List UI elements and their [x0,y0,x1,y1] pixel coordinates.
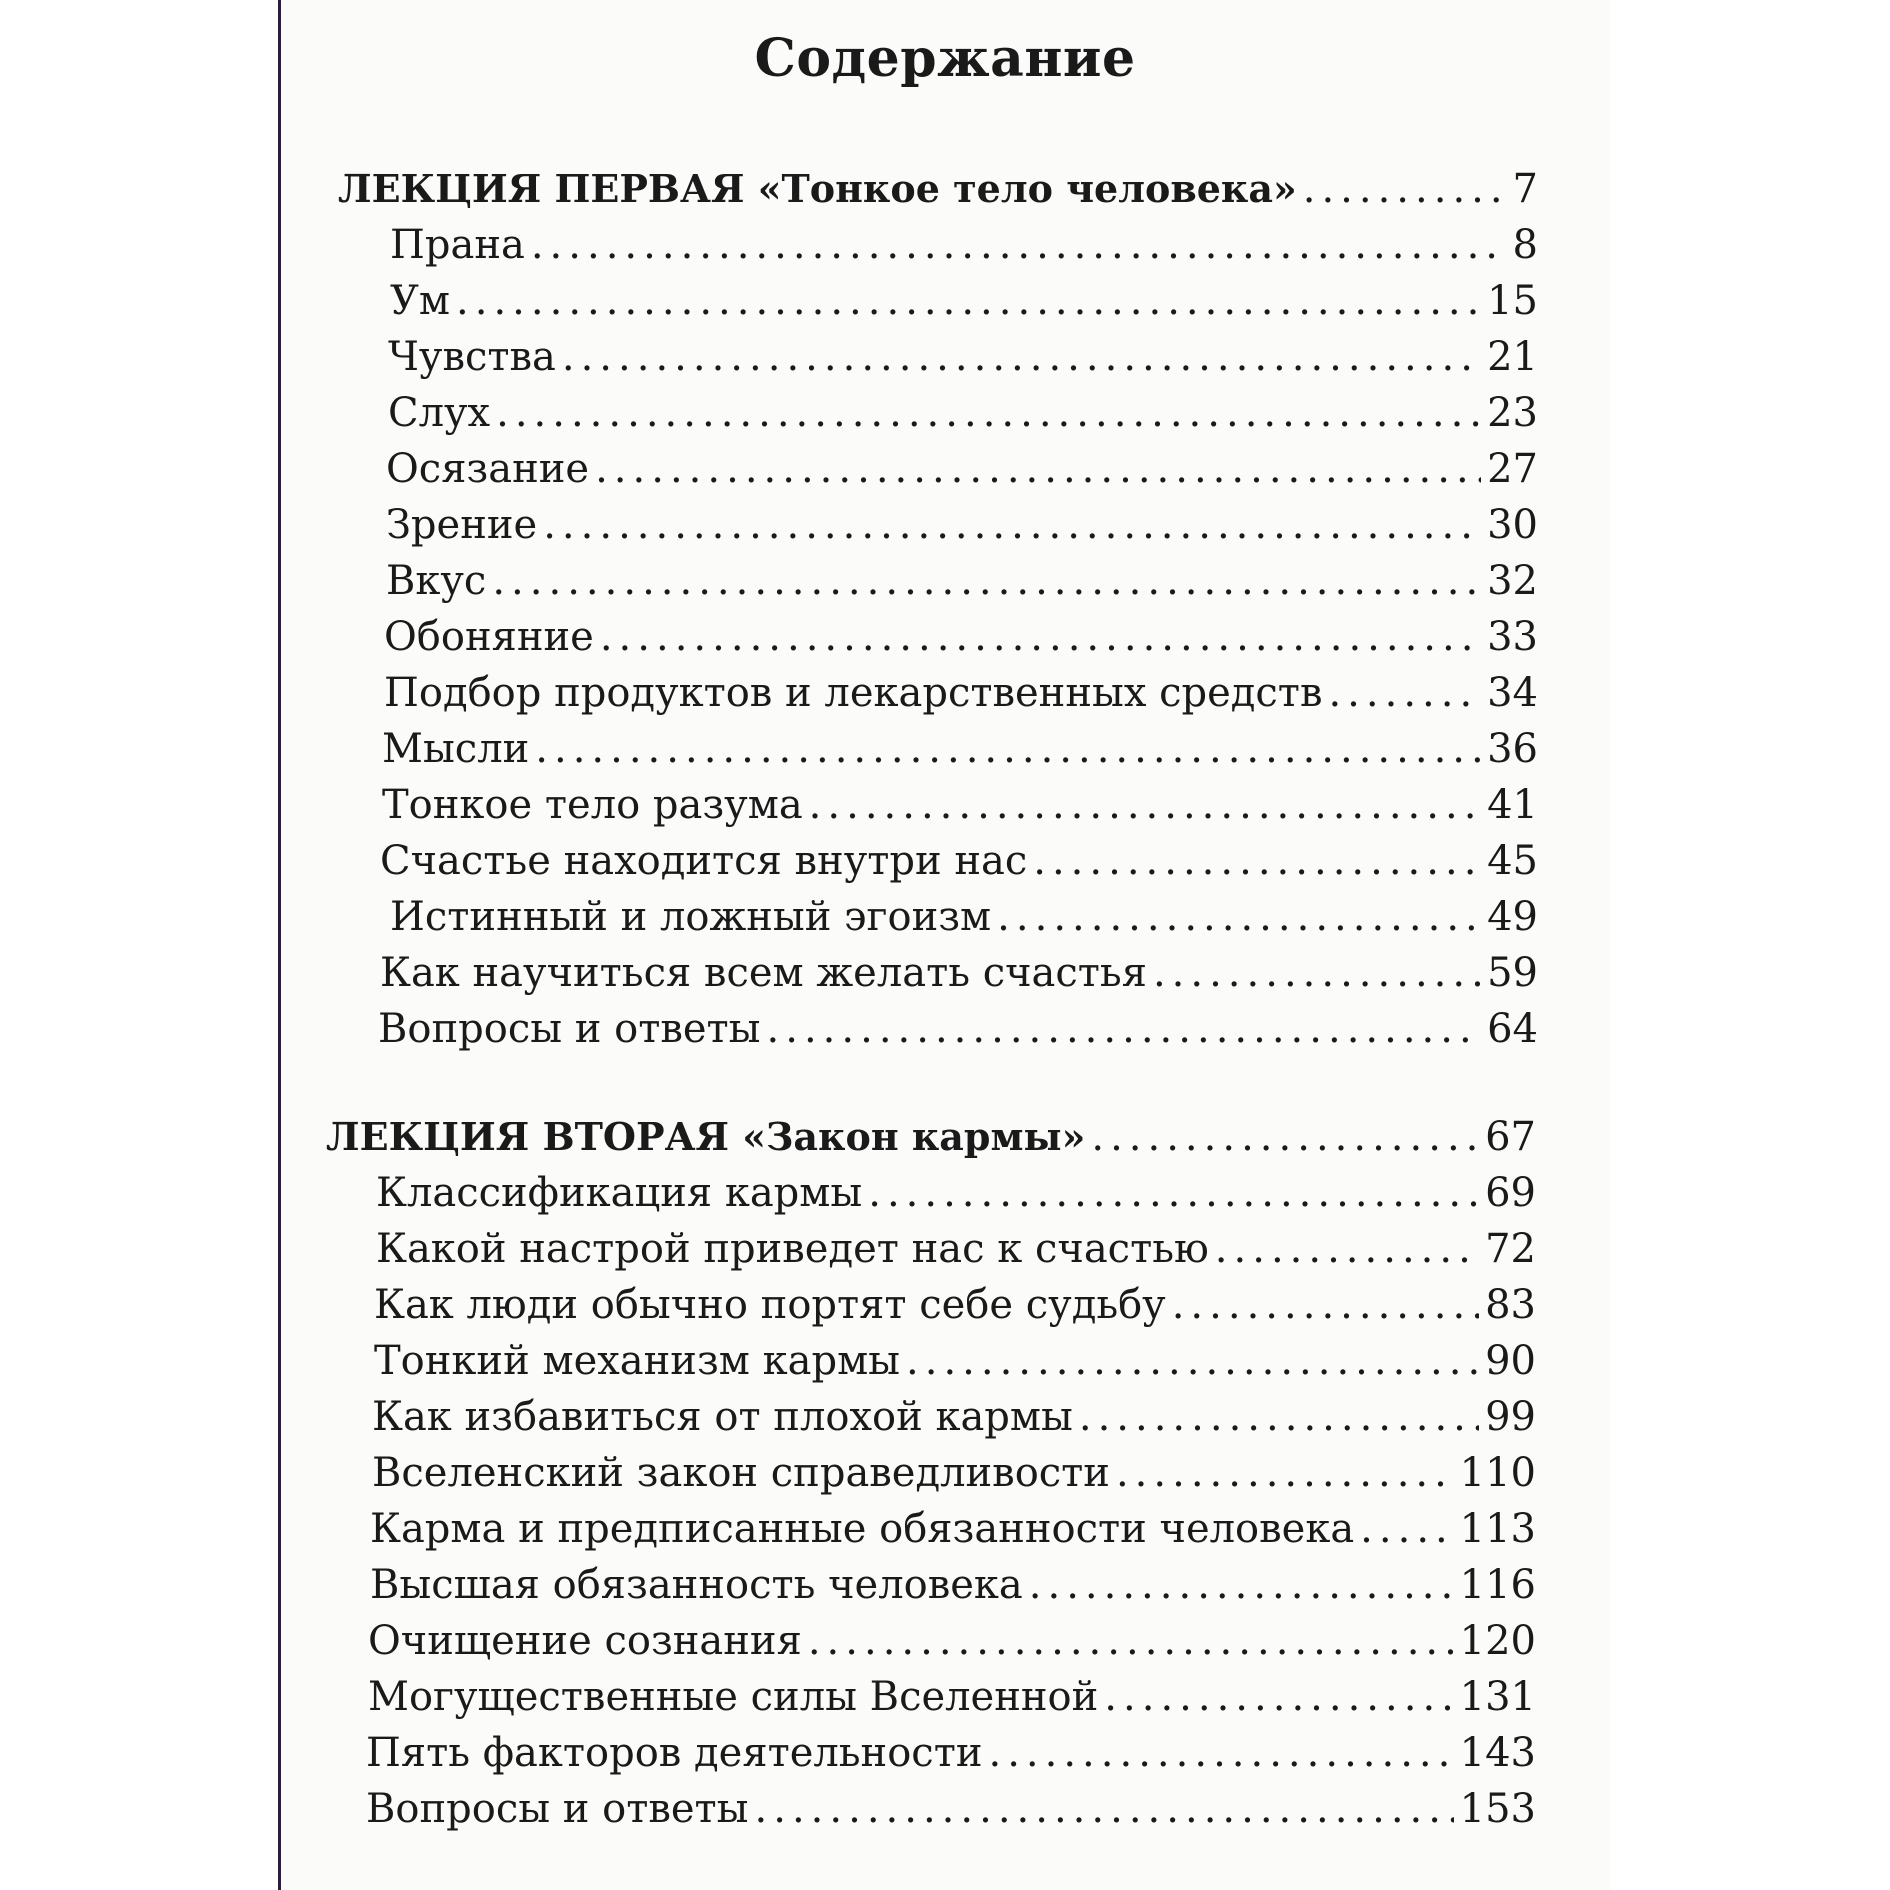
item-title: Вкус [386,558,487,604]
toc-item [374,1282,1536,1338]
page-number: 72 [1485,1226,1536,1272]
item-title: Ум [390,278,451,324]
dot-leader [1079,1394,1479,1440]
item-title: Какой настрой приведет нас к счастью [376,1226,1209,1272]
dot-leader [496,390,1481,436]
toc-item [390,278,1538,334]
item-title: Высшая обязанность человека [370,1562,1023,1608]
page-number: 110 [1459,1450,1536,1496]
item-title: Пять факторов деятельности [366,1730,983,1776]
toc-item [384,670,1538,726]
dot-leader [1104,1674,1453,1720]
dot-leader [1328,670,1481,716]
dot-leader [456,278,1481,324]
page-number: 30 [1487,502,1538,548]
item-title: Как научиться всем желать счастья [380,950,1147,996]
toc-item [370,1506,1536,1562]
dot-leader [767,1006,1482,1052]
dot-leader [906,1338,1479,1384]
toc-item [378,1006,1538,1062]
chapter-title: ЛЕКЦИЯ ВТОРАЯ «Закон кармы» [326,1114,1086,1159]
toc-item [370,1562,1536,1618]
toc-item [372,1394,1536,1450]
item-title: Подбор продуктов и лекарственных средств [384,670,1323,716]
dot-leader [1303,166,1507,212]
toc-item [380,838,1538,894]
toc-item [372,1450,1536,1506]
page-number: 21 [1487,334,1538,380]
toc-item [366,1730,1536,1786]
page-number: 131 [1459,1674,1536,1720]
toc-item [386,446,1538,502]
item-title: Чувства [388,334,556,380]
item-title: Осязание [386,446,590,492]
dot-leader [1091,1114,1479,1160]
page-number: 32 [1487,558,1538,604]
page-title: Содержание [754,28,1136,89]
dot-leader [809,782,1481,828]
page-number: 113 [1459,1506,1536,1552]
page-number: 64 [1487,1006,1538,1052]
page-number: 120 [1459,1618,1536,1664]
item-title: Как избавиться от плохой кармы [372,1394,1073,1440]
item-title: Мысли [382,726,530,772]
item-title: Тонкий механизм кармы [374,1338,901,1384]
item-title: Могущественные силы Вселенной [368,1674,1099,1720]
toc-item [386,502,1538,558]
item-title: Тонкое тело разума [382,782,803,828]
toc-item [374,1338,1536,1394]
item-title: Как люди обычно портят себе судьбу [374,1282,1166,1328]
toc-item [380,950,1538,1006]
toc-item [386,558,1538,614]
page-number: 41 [1487,782,1538,828]
dot-leader [1153,950,1481,996]
toc-chapter [326,1114,1536,1170]
dot-leader [492,558,1481,604]
dot-leader [1172,1282,1479,1328]
toc-item [376,1226,1536,1282]
dot-leader [808,1618,1454,1664]
page-edge [278,0,281,1890]
dot-leader [997,894,1481,940]
page-number: 116 [1459,1562,1536,1608]
dot-leader [1360,1506,1453,1552]
item-title: Прана [390,222,525,268]
dot-leader [543,502,1481,548]
page-number: 143 [1459,1730,1536,1776]
dot-leader [755,1786,1454,1832]
dot-leader [562,334,1481,380]
item-title: Карма и предписанные обязанности человека [370,1506,1355,1552]
dot-leader [600,614,1481,660]
toc-item [366,1786,1536,1842]
page-number: 99 [1485,1394,1536,1440]
dot-leader [1029,1562,1454,1608]
page-number: 69 [1485,1170,1536,1216]
page-number: 34 [1487,670,1538,716]
page-number: 90 [1485,1338,1536,1384]
page-number: 23 [1487,390,1538,436]
page-number: 36 [1487,726,1538,772]
item-title: Вопросы и ответы [378,1006,761,1052]
page-number: 59 [1487,950,1538,996]
page-number: 83 [1485,1282,1536,1328]
item-title: Обоняние [384,614,594,660]
toc-item [382,782,1538,838]
page-number: 7 [1512,166,1538,212]
item-title: Счастье находится внутри нас [380,838,1028,884]
toc-item [382,726,1538,782]
dot-leader [535,726,1481,772]
toc-item [368,1618,1536,1674]
chapter-title: ЛЕКЦИЯ ПЕРВАЯ «Тонкое тело человека» [338,166,1297,211]
dot-leader [1033,838,1481,884]
dot-leader [1215,1226,1479,1272]
page-number: 49 [1487,894,1538,940]
toc-item [376,1170,1536,1226]
toc-item [384,614,1538,670]
item-title: Вселенский закон справедливости [372,1450,1110,1496]
item-title: Истинный и ложный эгоизм [390,894,992,940]
item-title: Слух [388,390,491,436]
page-number: 8 [1512,222,1538,268]
dot-leader [1116,1450,1454,1496]
dot-leader [868,1170,1479,1216]
page-number: 33 [1487,614,1538,660]
dot-leader [595,446,1481,492]
item-title: Зрение [386,502,538,548]
page-number: 45 [1487,838,1538,884]
page-number: 153 [1459,1786,1536,1832]
dot-leader [531,222,1507,268]
toc-item [390,894,1538,950]
item-title: Классификация кармы [376,1170,863,1216]
dot-leader [988,1730,1453,1776]
toc-chapter [338,166,1538,222]
page-number: 15 [1487,278,1538,324]
toc-item [368,1674,1536,1730]
toc-item [388,334,1538,390]
toc-item [390,222,1538,278]
page-number: 27 [1487,446,1538,492]
page-number: 67 [1485,1114,1536,1160]
toc-item [388,390,1538,446]
item-title: Очищение сознания [368,1618,802,1664]
item-title: Вопросы и ответы [366,1786,749,1832]
